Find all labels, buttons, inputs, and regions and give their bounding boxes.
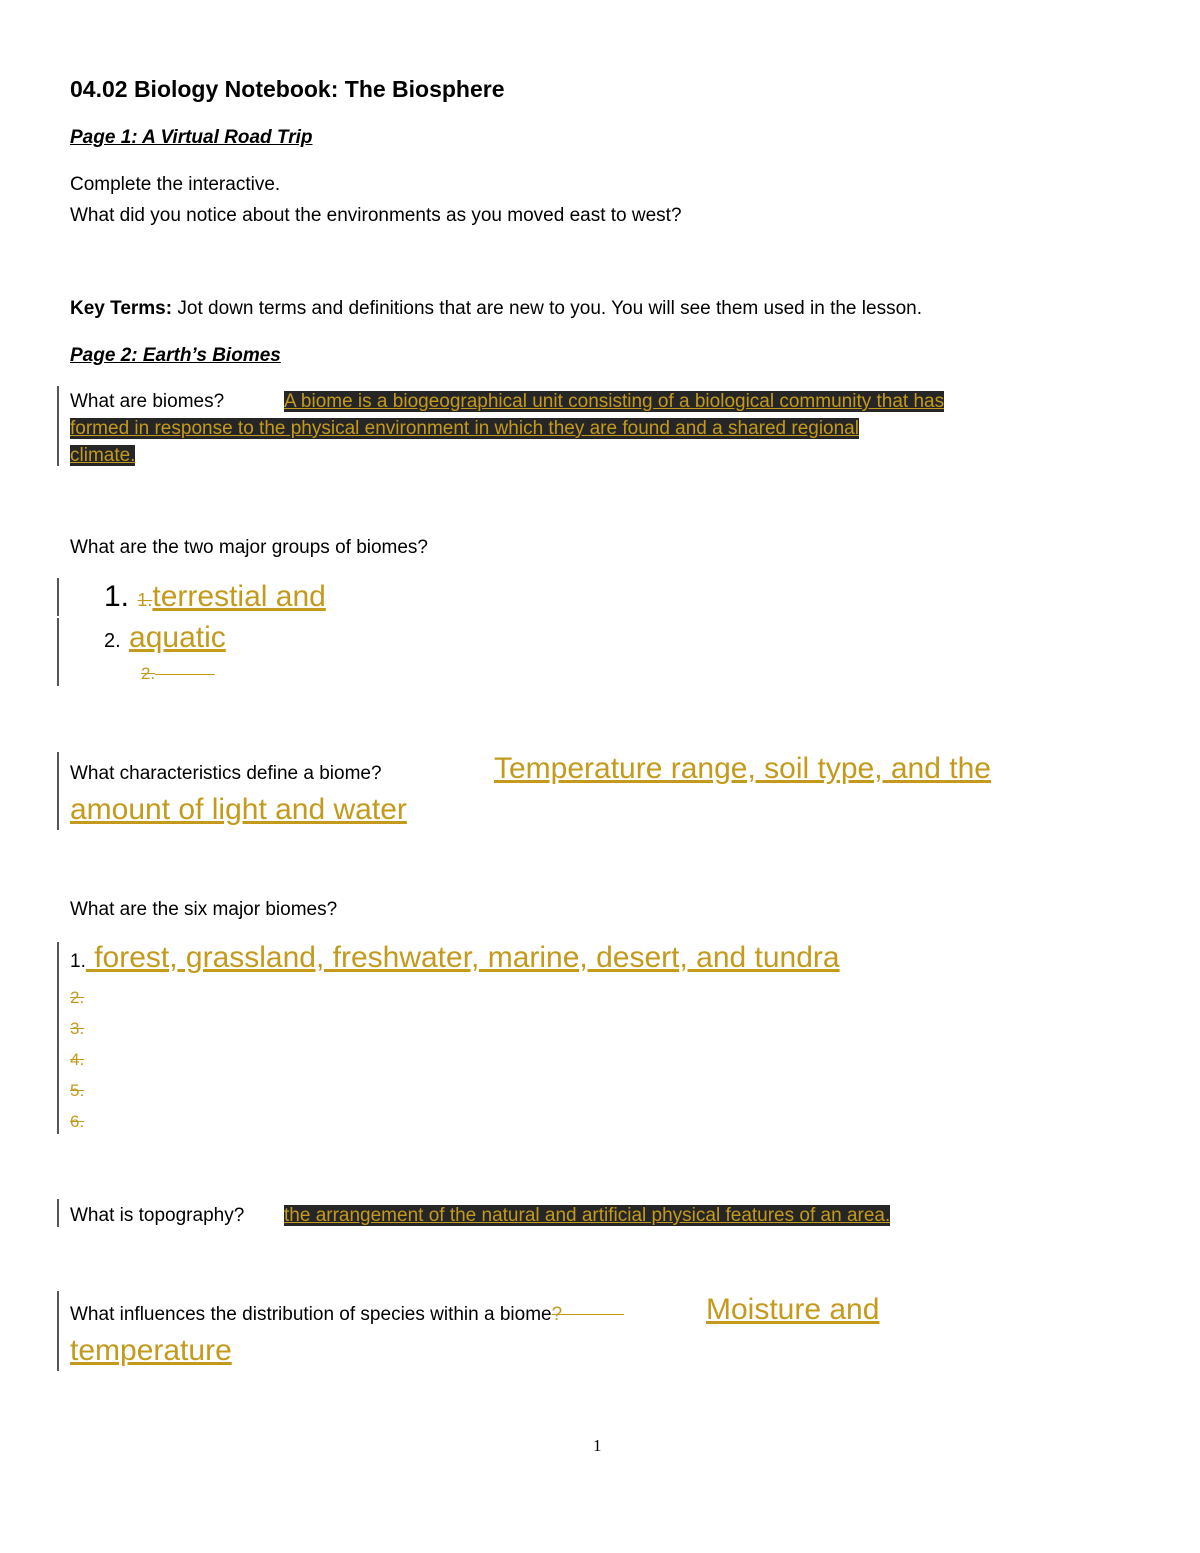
page-number: 1 [593,1436,602,1455]
revision-bar [57,942,59,1134]
group-item-2-answer: aquatic [129,621,226,654]
answer-biomes-line2 [70,418,859,440]
page1-heading: Page 1: A Virtual Road Trip [70,127,313,148]
group-item-2 [104,621,226,658]
struck-number: 2. [141,664,156,683]
group-item-1-struck: 1. [137,590,153,610]
revision-bar [57,1199,59,1227]
six-biomes-struck-5: 5. [70,1081,85,1100]
answer-biomes-text-3: climate. [70,445,136,466]
group-item-2-number: 2. [104,630,121,652]
six-biomes-struck-4: 4. [70,1050,85,1069]
six-biomes-struck-3: 3. [70,1019,85,1038]
question-characteristics: What characteristics define a biome? [70,763,382,784]
key-terms-label: Key Terms: [70,298,173,319]
question-distribution [70,1304,624,1326]
revision-bar [57,386,59,466]
revision-bar [57,618,59,686]
struck-line [155,674,215,675]
document-title: 04.02 Biology Notebook: The Biosphere [70,76,505,102]
question-groups: What are the two major groups of biomes? [70,537,429,558]
answer-biomes-line3 [70,445,135,467]
group-item-struck-extra [141,664,215,684]
answer-biomes-text-2: formed in response to the physical environment in which they are found and a shared regional [70,418,859,439]
revision-bar [57,752,59,830]
answer-biomes-text-1: A biome is a biogeographical unit consisting of a biological community that has [284,391,945,412]
group-item-1-number: 1. [104,580,130,613]
six-biomes-number: 1. [70,951,86,972]
six-biomes-struck-6: 6. [70,1112,85,1131]
answer-biomes-line1 [284,391,944,413]
revision-bar [57,1291,59,1371]
answer-characteristics-line1: Temperature range, soil type, and the [494,752,991,785]
group-item-1-answer: terrestial and [152,580,326,613]
page1-instruction: Complete the interactive. [70,174,281,195]
answer-topography-text: the arrangement of the natural and artificial physical features of an area. [284,1205,891,1226]
answer-characteristics-line2: amount of light and water [70,793,407,826]
answer-topography [284,1205,890,1227]
answer-distribution-line1: Moisture and [706,1293,880,1326]
key-terms-text: Jot down terms and definitions that are new to you. You will see them used in the lesson. [172,298,922,319]
six-biomes-item-1 [70,941,840,979]
six-biomes-struck-2: 2. [70,988,85,1007]
question-distribution-text: What influences the distribution of species within a biome [70,1304,552,1325]
answer-distribution-line2: temperature [70,1334,232,1367]
group-item-1 [104,580,326,617]
question-biomes: What are biomes? [70,391,225,412]
question-six-biomes: What are the six major biomes? [70,899,338,920]
page1-question: What did you notice about the environments as you moved east to west? [70,205,682,226]
struck-line [562,1314,624,1315]
question-distribution-struck: ? [551,1304,563,1325]
page2-heading: Page 2: Earth’s Biomes [70,345,281,366]
six-biomes-answer: forest, grassland, freshwater, marine, desert, and tundra [85,941,840,974]
revision-bar [57,578,59,616]
question-topography: What is topography? [70,1205,245,1226]
key-terms-line [70,298,922,320]
